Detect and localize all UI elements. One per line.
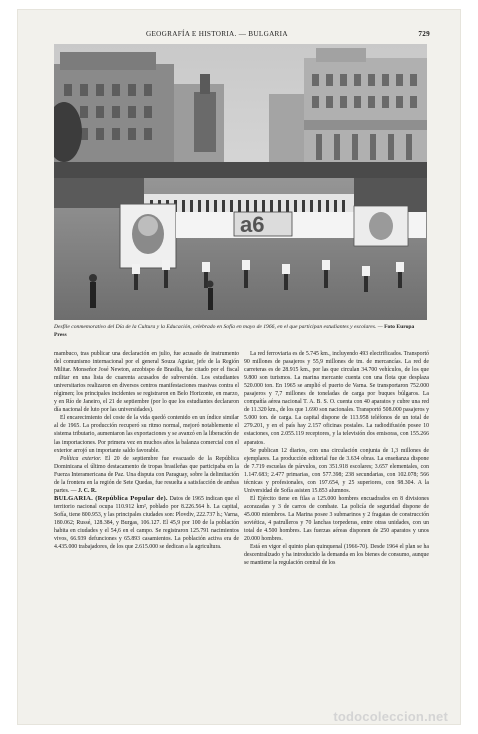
photo-caption bbox=[54, 324, 427, 340]
running-header bbox=[34, 30, 430, 40]
body-paragraph: La red ferroviaria es de 5.745 km., incluyendo 493 electrificados. Transportó 90 millones de pasajeros y 55,9 millones de tm. de mercancías. La red de carreteras es de 28.915 km., por las que circulan 34.700 vehículos, de los que 9.800 son turismos. La marina mercante cuenta con una flota que desplaza 520.000 ton. En 1965 se amplió el puerto de Varna. Se transportaron 752.000 pasajeros y 7,7 millones de toneladas de carga por buques búlgaros. La compañía aérea nacional T. A. B. S. O. cuenta con 40 aparatos y cubre una red de 11.320 km., de los que 1.690 son nacionales. Transportó 508.000 pasajeros y 5.000 ton. de carga. La capital dispone de 113.958 teléfonos de un total de 279.201, y en el país hay 2.157 oficinas postales. La radiodifusión posee 10 estaciones, con 2.055.119 receptores, y la televisión dos emisoras, con 155.266 aparatos. bbox=[244, 351, 429, 446]
text-column-left bbox=[54, 350, 239, 698]
header-title: GEOGRAFÍA E HISTORIA. — BULGARIA bbox=[146, 30, 288, 38]
section-text: Datos de 1965 indican que el territorio nacional ocupa 110.912 km², poblado por 8.226.564 h. La capital, Sofía, tiene 800.953, y las principales ciudades son: Plovdiv, 222.737 h.; Varna, 180.062; Russé, 128.384, y Burgas, 106.127. El 45,9 por 100 de la población habita en ciudades y el 54,6 en el campo. Se registraron 125.791 nacimientos vivos, 66.939 defunciones y 65.893 casamientos. La población activa era de 4.435.000 trabajadores, de los que 2.615.000 se dedican a la agricultura. bbox=[54, 495, 239, 551]
section-paragraph bbox=[54, 495, 239, 551]
body-paragraph: mambuco, tras publicar una declaración en julio, fue acusado de instrumento del comunismo internacional por el general Souza Aguiar, jefe de la Región Militar. Monseñor José Newton, arzobispo de Brasilia, fue citado por el fiscal militar en una lista de cuarenta acusados de subversión. Los estudiantes universitarios realizaron en diversos centros manifestaciones masivas contra el régimen; los principales incidentes se registraron en Belo Horizonte, en marzo, y en Río de Janeiro, el 21 de septiembre (por lo que los estudiantes declararon día nacional de luto por las universidades). bbox=[54, 351, 239, 414]
page-number: 729 bbox=[418, 30, 430, 38]
paragraph-lead: Política exterior. bbox=[60, 455, 102, 462]
parade-photo-illustration bbox=[54, 44, 427, 320]
parade-photo bbox=[54, 44, 427, 320]
caption-text: Desfile conmemorativo del Día de la Cultura y la Educación, celebrado en Sofía en mayo de 1966, en el que participan estudiantes y escolares. — bbox=[54, 324, 383, 330]
text-column-right bbox=[244, 350, 429, 698]
author-signature: J. C. R. bbox=[78, 487, 97, 494]
banner-text: a6 bbox=[240, 212, 265, 237]
foreign-policy-paragraph: Política exterior. El 20 de septiembre fue evacuado de la República Dominicana el último destacamento de tropas brasileñas que participaba en la Fuerza Interamericana de Paz. Una disputa con Paraguay, sobre la delimitación de la frontera en la región de Sete Quedas, fue resuelta a satisfacción de ambas partes. — J. C. R. bbox=[54, 455, 239, 494]
caption-credit: Foto Europa Press bbox=[54, 324, 415, 338]
body-paragraph: Está en vigor el quinto plan quinquenal (1966-70). Desde 1964 el plan se ha descentralizado y ha introducido la demanda en los bienes de consumo, aunque se mantiene la regulación central de los bbox=[244, 544, 429, 567]
watermark: todocoleccion.net bbox=[333, 709, 448, 724]
body-paragraph: El Ejército tiene en filas a 125.000 hombres encuadrados en 8 divisiones acorazadas y 3 de carros de combate. La policía de seguridad dispone de 45.000 miembros. La Marina posee 3 submarinos y 2 fragatas de construcción soviética, 4 patrulleros y 70 lanchas torpederas, entre otras unidades, con un total de 4.500 hombres. Las fuerzas aéreas disponen de 250 aparatos y unos 20.000 hombres. bbox=[244, 495, 429, 543]
paragraph-text: El 20 de septiembre fue evacuado de la República Dominicana el último destacamento de tropas brasileñas que participaba en la Fuerza Interamericana de Paz. Una disputa con Paraguay, sobre la delimitación de la frontera en la región de Sete Quedas, fue resuelta a satisfacción de ambas partes. bbox=[54, 455, 239, 494]
body-paragraph: Se publican 12 diarios, con una circulación conjunta de 1,3 millones de ejemplares. La producción editorial fue de 3.634 obras. La enseñanza dispone de 7.719 escuelas de párvulos, con 351.918 escolares; 3.657 elementales, con 1.147.683; 2.477 primarias, con 577.398; 238 secundarias, con 102.078; 566 técnicas y profesionales, con 197.654, y 25 superiores, con 98.304. A la Universidad de Sofía asisten 15.853 alumnos. bbox=[244, 447, 429, 494]
section-heading: BULGARIA. (República Popular de). bbox=[54, 494, 168, 502]
body-paragraph: El encarecimiento del coste de la vida quedó contenido en un índice similar al de 1965. La producción recuperó su ritmo normal, mejoró notablemente el sistema tributario, aumentaron las exportaciones y se avanzó en la liberación de las importaciones. Por primera vez en muchos años la balanza comercial con el exterior arrojó un importante saldo favorable. bbox=[54, 415, 239, 454]
